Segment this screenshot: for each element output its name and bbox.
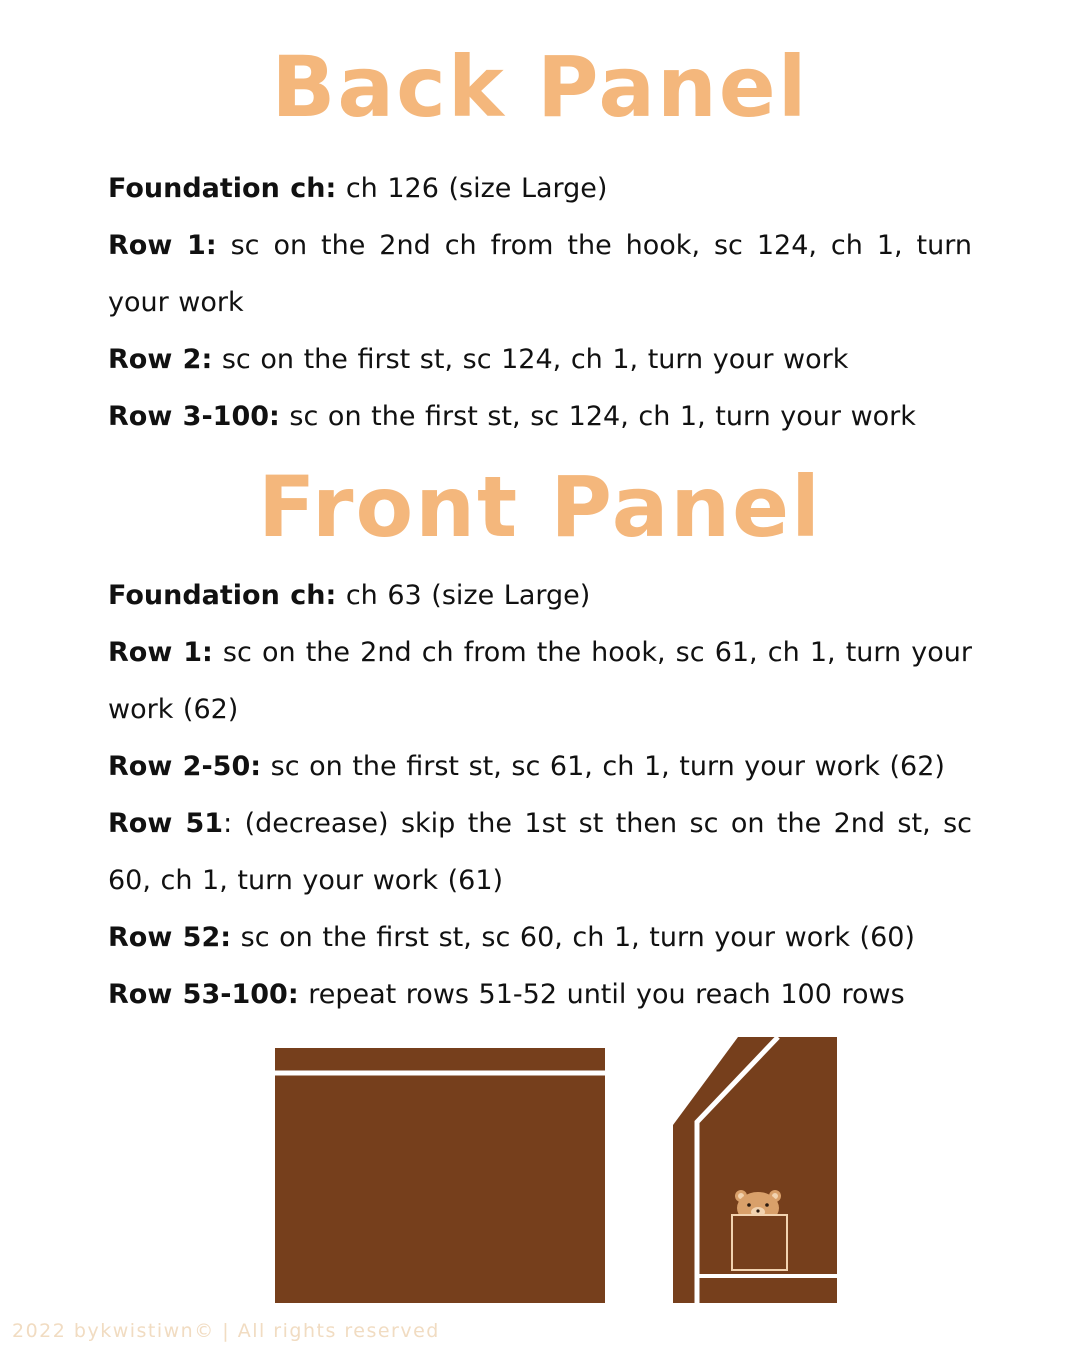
row-text: repeat rows 51-52 until you reach 100 rows: [298, 979, 905, 1010]
row-text: sc on the first st, sc 60, ch 1, turn your work (60): [231, 922, 915, 953]
front-row-2-50: [108, 738, 972, 795]
row-label: Foundation ch:: [108, 173, 337, 204]
row-label: Foundation ch:: [108, 580, 337, 611]
row-text: sc on the first st, sc 124, ch 1, turn your work: [279, 401, 916, 432]
front-row-53-100: [108, 966, 972, 1023]
pocket: [732, 1215, 787, 1270]
back-row-1: [108, 217, 972, 331]
row-label: Row 1:: [108, 230, 217, 261]
back-row-3-100: [108, 388, 972, 445]
front-foundation-row: [108, 567, 972, 624]
back-panel-instructions: [108, 160, 972, 445]
back-foundation-row: [108, 160, 972, 217]
row-text: ch 63 (size Large): [336, 580, 591, 611]
front-panel-heading: Front Panel: [258, 458, 822, 556]
front-row-52: [108, 909, 972, 966]
row-label: Row 51: [108, 808, 224, 839]
back-panel-rectangle: [275, 1048, 605, 1303]
copyright-footer: 2022 bykwistiwn© | All rights reserved: [12, 1320, 440, 1342]
panels-illustration: [0, 1030, 1080, 1310]
row-text: ch 126 (size Large): [336, 173, 608, 204]
row-label: Row 2-50:: [108, 751, 262, 782]
row-label: Row 2:: [108, 344, 213, 375]
row-text: sc on the 2nd ch from the hook, sc 124, ch 1, turn your work: [108, 230, 972, 318]
front-row-1: [108, 624, 972, 738]
row-label: Row 1:: [108, 637, 213, 668]
row-text: sc on the first st, sc 124, ch 1, turn your work: [212, 344, 849, 375]
row-text: : (decrease) skip the 1st st then sc on the 2nd st, sc 60, ch 1, turn your work (61): [108, 808, 972, 896]
back-panel-heading: Back Panel: [271, 38, 809, 136]
front-row-51: [108, 795, 972, 909]
row-text: sc on the 2nd ch from the hook, sc 61, ch 1, turn your work (62): [108, 637, 972, 725]
row-label: Row 53-100:: [108, 979, 299, 1010]
row-text: sc on the first st, sc 61, ch 1, turn your work (62): [261, 751, 945, 782]
row-label: Row 3-100:: [108, 401, 280, 432]
front-panel-instructions: [108, 567, 972, 1023]
row-label: Row 52:: [108, 922, 232, 953]
back-row-2: [108, 331, 972, 388]
